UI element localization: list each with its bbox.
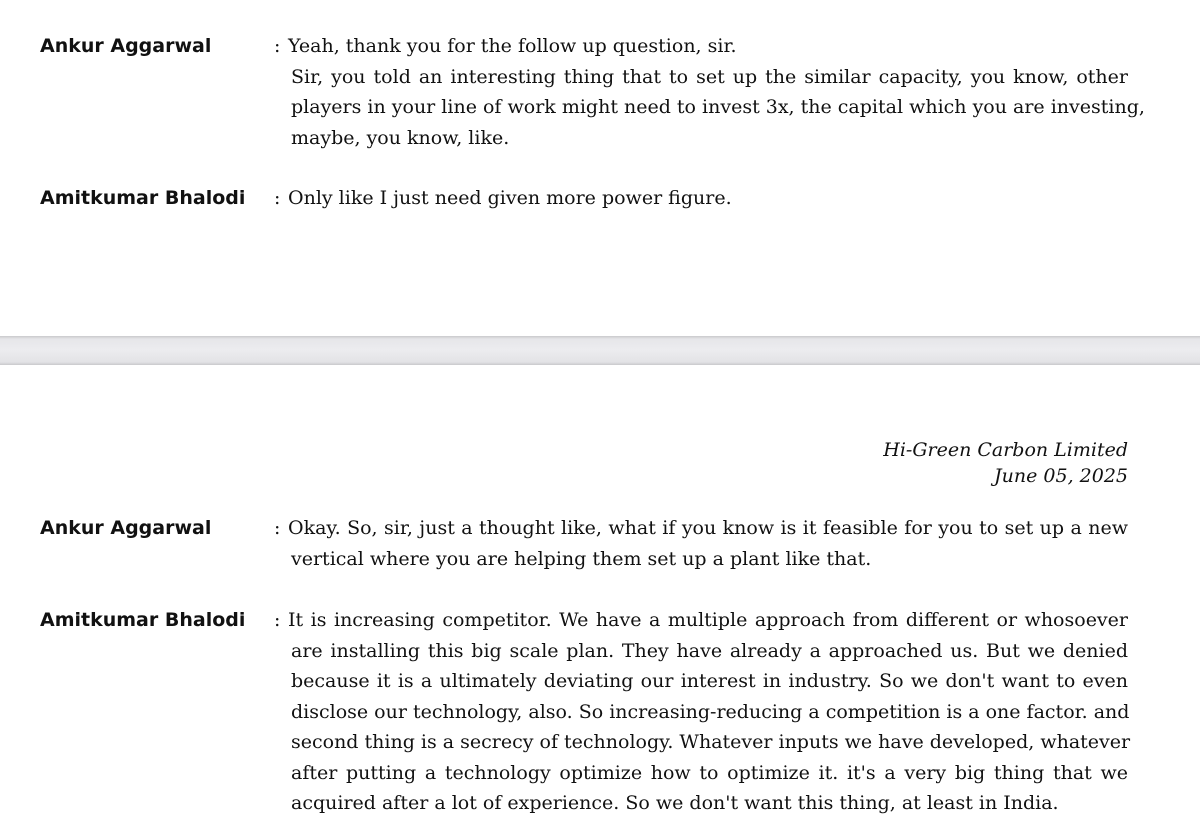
speaker-colon: : [274,517,281,539]
speech-line: after putting a technology optimize how to optimize it. it's a very big thing that we [291,761,1128,784]
speech-line: Sir, you told an interesting thing that to set up the similar capacity, you know, other [291,65,1128,88]
speech-line: disclose our technology, also. So increasing-reducing a competition is a one factor. and [291,700,1130,723]
transcript-page-top [0,0,1200,336]
speech-line: Yeah, thank you for the follow up question, sir. [288,35,737,57]
speech-line: because it is a ultimately deviating our interest in industry. So we don't want to even [291,670,1128,692]
speaker-colon: : [274,187,281,209]
speaker-name: Ankur Aggarwal [40,35,212,57]
speaker-name: Amitkumar Bhalodi [40,187,246,209]
speech-line: acquired after a lot of experience. So we don't want this thing, at least in India. [291,792,1059,814]
speech-line: Only like I just need given more power figure. [288,187,732,209]
speaker-name: Ankur Aggarwal [40,517,212,539]
speaker-colon: : [274,35,281,57]
speaker-colon: : [274,609,281,631]
page-header [883,437,1128,489]
speech-line: vertical where you are helping them set up a plant like that. [291,547,872,570]
page-separator [0,336,1200,365]
speech-text [288,513,1128,574]
speech-line: players in your line of work might need to invest 3x, the capital which you are investing, [291,96,1145,118]
document-date: June 05, 2025 [994,465,1128,487]
speaker-name: Amitkumar Bhalodi [40,609,246,631]
speech-text [288,31,1145,153]
speech-text [288,605,1131,819]
speech-line: It is increasing competitor. We have a multiple approach from different or whosoever [288,609,1128,631]
speech-line: Okay. So, sir, just a thought like, what if you know is it feasible for you to set up a new [288,517,1128,539]
speech-text [288,183,1128,214]
speech-line: second thing is a secrecy of technology. Whatever inputs we have developed, whatever [291,731,1131,753]
transcript-page-bottom [0,365,1200,838]
speech-line: maybe, you know, like. [291,126,510,149]
speech-line: are installing this big scale plan. They have already a approached us. But we denied [291,639,1128,662]
company-name: Hi-Green Carbon Limited [883,439,1128,461]
